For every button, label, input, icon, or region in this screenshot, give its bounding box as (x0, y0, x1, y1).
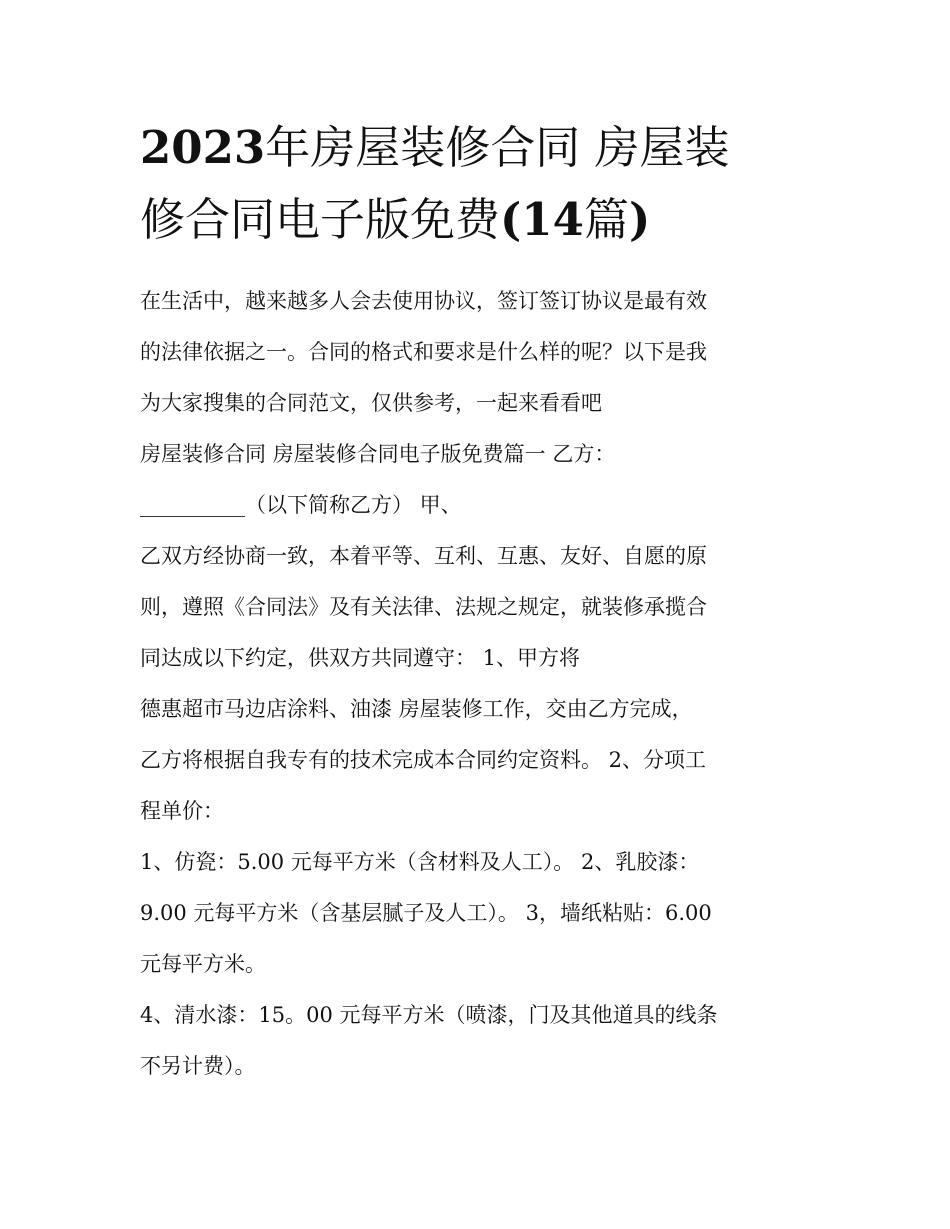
title-count-close: ) (628, 193, 651, 246)
body-line: 程单价： (140, 799, 224, 823)
body-line: 元每平方米。 (140, 952, 266, 976)
body-line: 乙方将根据自我专有的技术完成本合同约定资料。 2、分项工 (140, 748, 707, 772)
body-line: 房屋装修合同 房屋装修合同电子版免费篇一 乙方： (140, 442, 616, 466)
title-line-1-text: 年房屋装修合同 房屋装 (265, 121, 730, 174)
body-line: 的法律依据之一。合同的格式和要求是什么样的呢？以下是我 (140, 340, 707, 364)
body-line: 则，遵照《合同法》及有关法律、法规之规定，就装修承揽合 (140, 595, 707, 619)
body-line: 4、清水漆：15。00 元每平方米（喷漆，门及其他道具的线条 (140, 1003, 718, 1027)
document-title (140, 112, 820, 256)
body-line: 同达成以下约定，供双方共同遵守： 1、甲方将 (140, 646, 581, 670)
body-line: 在生活中，越来越多人会去使用协议，签订签订协议是最有效 (140, 289, 707, 313)
title-count-unit: 篇 (583, 193, 629, 246)
body-line: 9.00 元每平方米（含基层腻子及人工）。 3，墙纸粘贴：6.00 (140, 901, 712, 925)
body-line: 不另计费）。 (140, 1054, 256, 1078)
body-line: 1、仿瓷：5.00 元每平方米（含材料及人工）。 2、乳胶漆： (140, 850, 700, 874)
title-line-2 (140, 184, 820, 256)
body-line: 乙双方经协商一致，本着平等、互利、互惠、友好、自愿的原 (140, 544, 707, 568)
body-line: 为大家搜集的合同范文，仅供参考，一起来看看吧 (140, 391, 602, 415)
title-year: 2023 (140, 121, 266, 174)
body-line: __________（以下简称乙方） 甲、 (140, 493, 462, 517)
title-line-1 (140, 112, 820, 184)
title-count: (14 (500, 193, 584, 246)
body-line: 德惠超市马边店涂料、油漆 房屋装修工作，交由乙方完成， (140, 697, 693, 721)
title-line-2-text: 修合同电子版免费 (140, 193, 501, 246)
document-body (140, 276, 830, 1092)
